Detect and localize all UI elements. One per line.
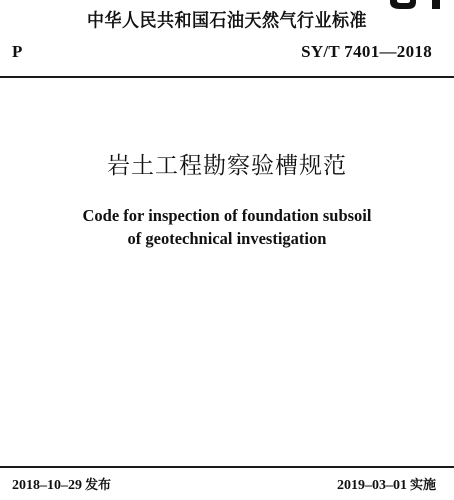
header-divider bbox=[0, 76, 454, 78]
english-title-line-2: of geotechnical investigation bbox=[127, 229, 327, 248]
chinese-title: 岩土工程勘察验槽规范 bbox=[107, 153, 347, 179]
english-title bbox=[0, 204, 454, 250]
standard-number: SY/T 7401—2018 bbox=[301, 42, 432, 61]
issuer-name: 中华人民共和国石油天然气行业标准 bbox=[87, 10, 367, 32]
issue-label: 发布 bbox=[85, 478, 112, 493]
classification-code: P bbox=[12, 42, 23, 61]
footer-divider bbox=[0, 466, 454, 468]
issue-date-line bbox=[12, 474, 111, 494]
issue-date: 2018–10–29 bbox=[12, 478, 82, 493]
effective-label: 实施 bbox=[409, 478, 436, 493]
english-title-line-1: Code for inspection of foundation subsoil bbox=[82, 206, 372, 225]
effective-date: 2019–03–01 bbox=[336, 478, 407, 493]
effective-date-line bbox=[337, 474, 436, 494]
